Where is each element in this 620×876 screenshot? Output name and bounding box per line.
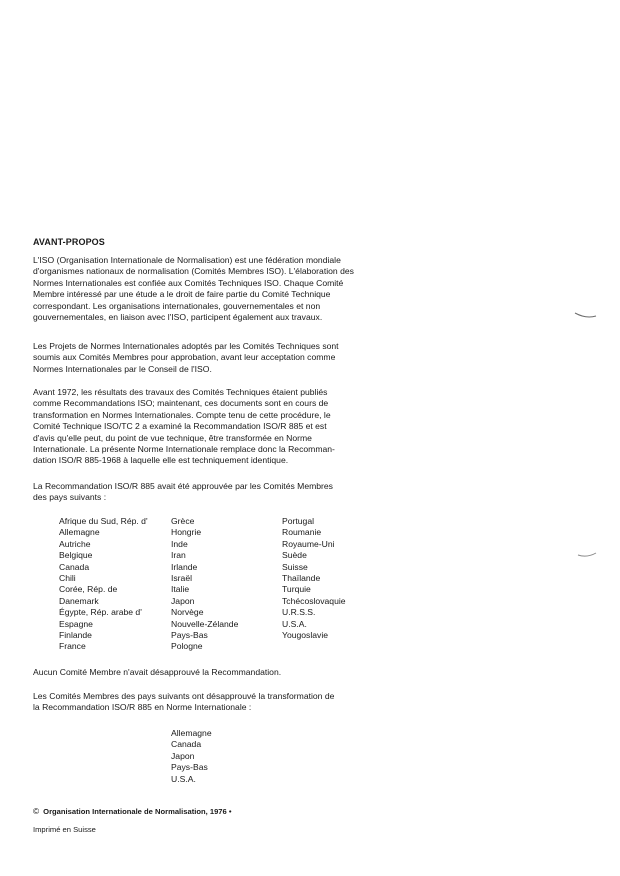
no-disapproval-statement: Aucun Comité Membre n'avait désapprouvé la Recommandation. — [33, 667, 282, 677]
country-item: Égypte, Rép. arabe d' — [59, 607, 142, 618]
country-item: Iran — [171, 550, 186, 561]
country-item: U.S.A. — [171, 773, 196, 784]
country-item: Canada — [59, 561, 90, 572]
approving-countries-column-2 — [171, 516, 238, 653]
country-item: Belgique — [59, 550, 93, 561]
country-item: Roumanie — [282, 527, 322, 538]
approving-countries-column-3 — [282, 516, 346, 641]
country-item: Irlande — [171, 561, 198, 572]
copyright-icon: © — [33, 806, 40, 816]
country-item: Yougoslavie — [282, 630, 329, 641]
margin-mark-icon — [577, 550, 599, 560]
country-item: France — [59, 641, 86, 652]
country-item: Hongrie — [171, 527, 202, 538]
country-item: Allemagne — [59, 527, 100, 538]
country-item: Corée, Rép. de — [59, 584, 118, 595]
country-item: Royaume-Uni — [282, 538, 335, 549]
text-line: soumis aux Comités Membres pour approbation, avant leur acceptation comme — [33, 352, 336, 363]
country-item: Autriche — [59, 538, 91, 549]
text-line: Normes Internationales par le Conseil de l'ISO. — [33, 363, 212, 374]
text-line: Avant 1972, les résultats des travaux des Comités Techniques étaient publiés — [33, 387, 328, 397]
country-item: Pays-Bas — [171, 762, 208, 773]
country-item: Canada — [171, 739, 202, 750]
copyright-notice — [33, 806, 232, 816]
text-line: Normes Internationales est confiée aux Comités Techniques ISO. Chaque Comité — [33, 277, 344, 288]
country-item: Danemark — [59, 595, 99, 606]
country-item: Nouvelle-Zélande — [171, 618, 239, 629]
country-item: Thaïlande — [282, 573, 321, 584]
country-item: Tchécoslovaquie — [282, 595, 346, 606]
country-item: Suisse — [282, 561, 308, 572]
country-item: Inde — [171, 538, 188, 549]
country-item: Japon — [171, 595, 195, 606]
disapproving-countries-list — [171, 728, 212, 785]
margin-mark-icon — [574, 310, 598, 320]
country-item: Israël — [171, 573, 193, 584]
country-item: Italie — [171, 584, 190, 595]
paragraph-draft-standards — [33, 341, 383, 375]
country-item: Espagne — [59, 618, 93, 629]
country-item: Afrique du Sud, Rép. d' — [59, 516, 148, 526]
text-line: La Recommandation ISO/R 885 avait été approuvée par les Comités Membres — [33, 481, 333, 491]
country-item: U.R.S.S. — [282, 607, 316, 618]
country-item: Pays-Bas — [171, 630, 208, 641]
text-line: transformation en Normes Internationales. Compte tenu de cette procédure, le — [33, 409, 331, 420]
copyright-text: Organisation Internationale de Normalisation, 1976 • — [43, 807, 232, 816]
paragraph-disapproval-intro — [33, 691, 383, 714]
text-line: des pays suivants : — [33, 492, 107, 503]
country-item: Suède — [282, 550, 307, 561]
text-line: dation ISO/R 885-1968 à laquelle elle est techniquement identique. — [33, 455, 289, 466]
paragraph-iso-intro — [33, 255, 383, 323]
text-line: la Recommandation ISO/R 885 en Norme Internationale : — [33, 702, 252, 713]
paragraph-approval-intro — [33, 481, 383, 504]
country-item: Grèce — [171, 516, 195, 526]
country-item: Norvège — [171, 607, 204, 618]
country-item: Pologne — [171, 641, 203, 652]
text-line: gouvernementales, en liaison avec l'ISO, participent également aux travaux. — [33, 312, 323, 323]
approving-countries-column-1 — [59, 516, 148, 653]
text-line: Les Projets de Normes Internationales adoptés par les Comités Techniques sont — [33, 341, 339, 351]
text-line: Comité Technique ISO/TC 2 a examiné la Recommandation ISO/R 885 et est — [33, 421, 327, 432]
text-line: Les Comités Membres des pays suivants ont désapprouvé la transformation de — [33, 691, 335, 701]
country-item: Japon — [171, 750, 195, 761]
country-item: Allemagne — [171, 728, 212, 738]
paragraph-history — [33, 387, 383, 467]
text-line: d'avis qu'elle peut, du point de vue technique, être transformée en Norme — [33, 432, 312, 443]
text-line: Membre intéressé par une étude a le droit de faire partie du Comité Technique — [33, 289, 331, 300]
country-item: Chili — [59, 573, 76, 584]
text-line: correspondant. Les organisations internationales, gouvernementales et non — [33, 300, 321, 311]
country-item: Portugal — [282, 516, 315, 526]
country-item: U.S.A. — [282, 618, 307, 629]
text-line: comme Recommandations ISO; maintenant, ces documents sont en cours de — [33, 398, 329, 409]
text-line: d'organismes nationaux de normalisation (Comités Membres ISO). L'élaboration des — [33, 266, 354, 277]
country-item: Turquie — [282, 584, 311, 595]
text-line: L'ISO (Organisation Internationale de Normalisation) est une fédération mondiale — [33, 255, 341, 265]
printed-in-notice: Imprimé en Suisse — [33, 825, 96, 834]
text-line: Internationale. La présente Norme Internationale remplace donc la Recomman- — [33, 444, 335, 455]
country-item: Finlande — [59, 630, 92, 641]
page-heading: AVANT-PROPOS — [33, 237, 105, 247]
